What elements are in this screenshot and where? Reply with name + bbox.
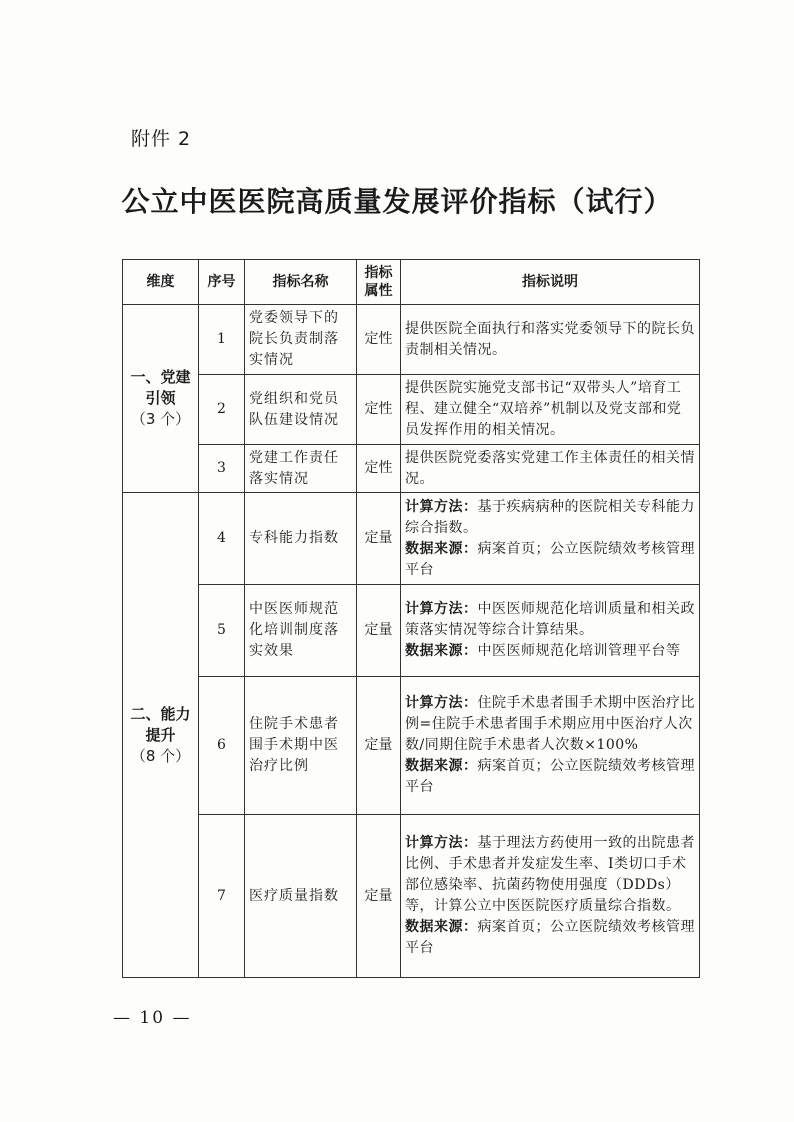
table-row xyxy=(123,815,700,978)
header-name: 指标名称 xyxy=(245,260,357,305)
attachment-label: 附件 2 xyxy=(131,128,192,150)
calc-method-text: 住院手术患者围手术期中医治疗比例=住院手术患者围手术期应用中医治疗人次数/同期住院手术患者人次数×100% xyxy=(405,695,695,753)
indicator-attribute: 定量 xyxy=(357,815,401,978)
table-row xyxy=(123,445,700,493)
calc-method-label: 计算方法： xyxy=(405,695,478,711)
indicator-name: 党组织和党员队伍建设情况 xyxy=(245,375,357,445)
calc-method-label: 计算方法： xyxy=(405,601,478,617)
calc-method-text: 基于理法方药使用一致的出院患者比例、手术患者并发症发生率、Ⅰ类切口手术部位感染率、抗菌药物使用强度（DDDs）等，计算公立中医医院医疗质量综合指数。 xyxy=(405,835,695,914)
indicator-table xyxy=(122,259,700,978)
header-description: 指标说明 xyxy=(401,260,700,305)
data-source-text: 病案首页；公立医院绩效考核管理平台 xyxy=(405,919,695,956)
row-number: 4 xyxy=(199,493,245,585)
indicator-description: 提供医院实施党支部书记“双带头人”培育工程、建立健全“双培养”机制以及党支部和党员发挥作用的相关情况。 xyxy=(401,375,700,445)
calc-method-text: 基于疾病病种的医院相关专科能力综合指数。 xyxy=(405,498,695,536)
document-title: 公立中医医院高质量发展评价指标（试行） xyxy=(121,185,673,218)
row-number: 6 xyxy=(199,677,245,815)
dimension-label: 一、党建引领 xyxy=(130,368,191,407)
data-source xyxy=(405,539,695,581)
row-number: 1 xyxy=(199,305,245,375)
indicator-name: 住院手术患者围手术期中医治疗比例 xyxy=(245,677,357,815)
table-header-row xyxy=(123,260,700,305)
header-dimension: 维度 xyxy=(123,260,199,305)
row-number: 5 xyxy=(199,585,245,677)
indicator-description xyxy=(401,677,700,815)
table-row xyxy=(123,585,700,677)
dimension-count: （8 个） xyxy=(130,746,191,765)
indicator-attribute: 定性 xyxy=(357,445,401,493)
header-number: 序号 xyxy=(199,260,245,305)
indicator-attribute: 定量 xyxy=(357,677,401,815)
data-source-label: 数据来源： xyxy=(405,540,478,557)
indicator-description xyxy=(401,815,700,978)
table-row xyxy=(123,375,700,445)
calc-method-label: 计算方法： xyxy=(405,498,478,515)
indicator-description xyxy=(401,585,700,677)
data-source-label: 数据来源： xyxy=(405,758,478,774)
calc-method-label: 计算方法： xyxy=(405,835,478,851)
table-row xyxy=(123,305,700,375)
indicator-description: 提供医院全面执行和落实党委领导下的院长负责制相关情况。 xyxy=(401,305,700,375)
row-number: 3 xyxy=(199,445,245,493)
indicator-name: 医疗质量指数 xyxy=(245,815,357,978)
indicator-name: 党建工作责任落实情况 xyxy=(245,445,357,493)
dimension-cell xyxy=(123,493,199,978)
indicator-attribute: 定性 xyxy=(357,375,401,445)
dimension-cell xyxy=(123,305,199,493)
calc-method xyxy=(405,833,695,917)
calc-method xyxy=(405,497,695,539)
data-source-label: 数据来源： xyxy=(405,919,478,935)
data-source-label: 数据来源： xyxy=(405,643,478,659)
dimension-label: 二、能力提升 xyxy=(130,704,191,744)
data-source xyxy=(405,641,695,662)
table-row xyxy=(123,677,700,815)
row-number: 2 xyxy=(199,375,245,445)
indicator-attribute: 定性 xyxy=(357,305,401,375)
data-source xyxy=(405,756,695,798)
table-row xyxy=(123,493,700,585)
calc-method xyxy=(405,599,695,641)
indicator-attribute: 定量 xyxy=(357,493,401,585)
indicator-name: 中医医师规范化培训制度落实效果 xyxy=(245,585,357,677)
data-source-text: 病案首页；公立医院绩效考核管理平台 xyxy=(405,540,695,578)
indicator-description xyxy=(401,493,700,585)
row-number: 7 xyxy=(199,815,245,978)
page-number: — 10 — xyxy=(113,1008,192,1028)
data-source xyxy=(405,917,695,959)
header-attribute: 指标属性 xyxy=(357,260,401,305)
indicator-name: 专科能力指数 xyxy=(245,493,357,585)
calc-method xyxy=(405,693,695,756)
indicator-attribute: 定量 xyxy=(357,585,401,677)
dimension-count: （3 个） xyxy=(130,410,191,428)
data-source-text: 中医医师规范化培训管理平台等 xyxy=(477,643,681,659)
data-source-text: 病案首页；公立医院绩效考核管理平台 xyxy=(405,758,695,795)
indicator-name: 党委领导下的院长负责制落实情况 xyxy=(245,305,357,375)
calc-method-text: 中医医师规范化培训质量和相关政策落实情况等综合计算结果。 xyxy=(405,601,695,638)
indicator-description: 提供医院党委落实党建工作主体责任的相关情况。 xyxy=(401,445,700,493)
